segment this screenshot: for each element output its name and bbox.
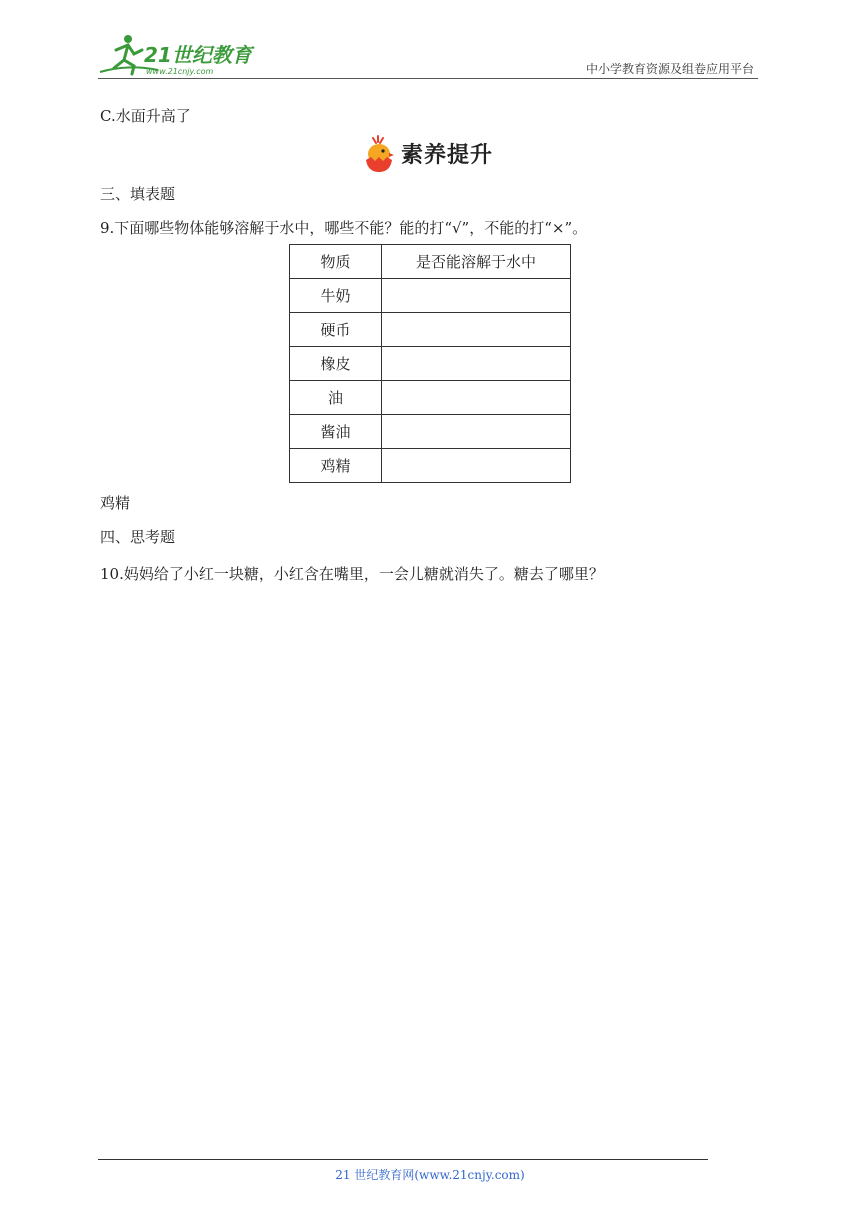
page-header: [98, 30, 758, 82]
chick-icon: [363, 134, 399, 174]
footer-divider: [98, 1159, 708, 1160]
question-10: 10.妈妈给了小红一块糖，小红含在嘴里，一会儿糖就消失了。糖去了哪里？: [100, 565, 604, 583]
section-badge-text: 素养提升: [401, 143, 494, 168]
header-platform-text: 中小学教育资源及组卷应用平台: [585, 62, 754, 76]
header-divider: [98, 78, 758, 79]
table-cell-substance: 硬币: [290, 313, 382, 347]
footer-link[interactable]: 21 世纪教育网(www.21cnjy.com): [335, 1168, 525, 1182]
section4-title: 四、思考题: [100, 528, 176, 546]
table-cell-answer[interactable]: [382, 381, 571, 415]
table-cell-substance: 油: [290, 381, 382, 415]
table-cell-substance: 鸡精: [290, 449, 382, 483]
table-header-soluble: 是否能溶解于水中: [382, 245, 571, 279]
question-9: 9.下面哪些物体能够溶解于水中，哪些不能？能的打“√”，不能的打“×”。: [100, 219, 588, 237]
table-cell-substance: 酱油: [290, 415, 382, 449]
table-header-row: [290, 245, 571, 279]
table-row: [290, 381, 571, 415]
svg-text:21世纪教育: 21世纪教育: [144, 43, 252, 67]
table-row: [290, 415, 571, 449]
table-row: [290, 347, 571, 381]
option-c: C.水面升高了: [100, 107, 191, 125]
table-cell-answer[interactable]: [382, 347, 571, 381]
table-row: [290, 313, 571, 347]
table-cell-answer[interactable]: [382, 279, 571, 313]
table-cell-answer[interactable]: [382, 313, 571, 347]
table-cell-substance: 牛奶: [290, 279, 382, 313]
table-cell-answer[interactable]: [382, 415, 571, 449]
table-row: [290, 449, 571, 483]
table-cell-answer[interactable]: [382, 449, 571, 483]
section-badge: [363, 134, 503, 174]
svg-text:www.21cnjy.com: www.21cnjy.com: [146, 67, 214, 76]
solubility-table: [289, 244, 571, 483]
after-table-text: 鸡精: [100, 494, 131, 512]
21cnjy-logo: [98, 30, 268, 80]
section3-title: 三、填表题: [100, 185, 176, 203]
table-header-substance: 物质: [290, 245, 382, 279]
table-cell-substance: 橡皮: [290, 347, 382, 381]
table-row: [290, 279, 571, 313]
